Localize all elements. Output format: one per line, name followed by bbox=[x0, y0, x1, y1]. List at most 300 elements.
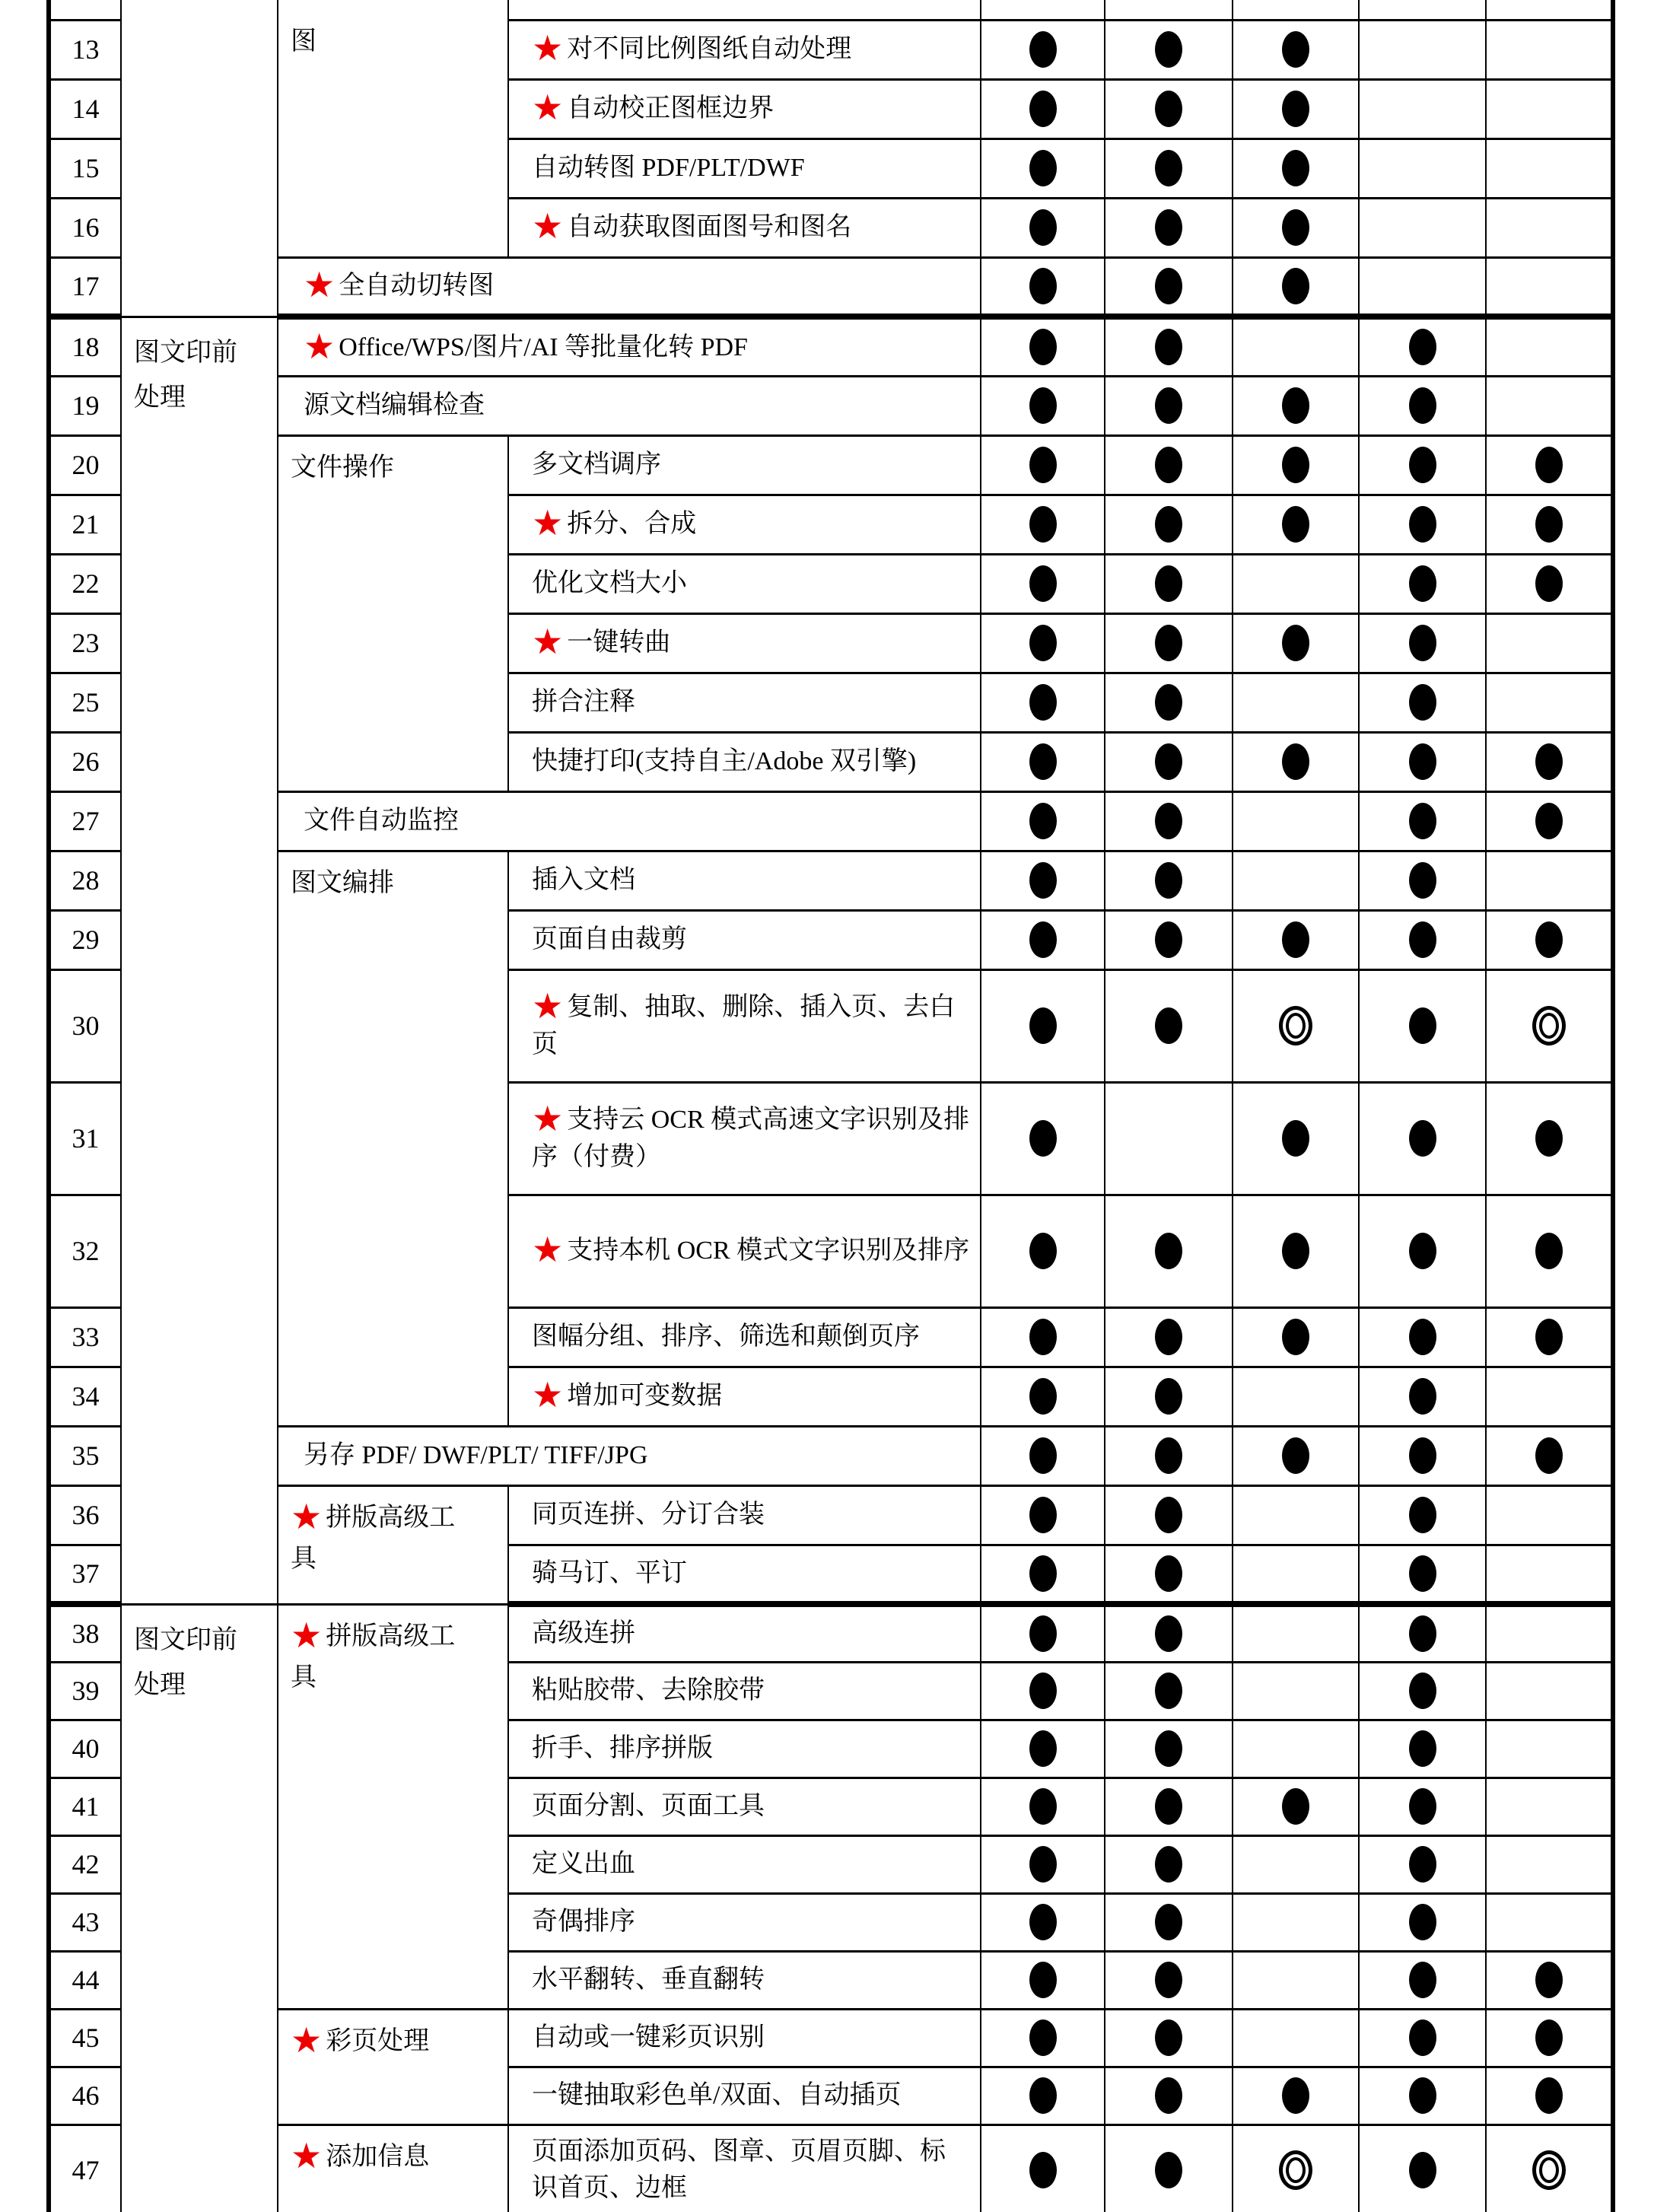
mark-cell bbox=[1233, 1426, 1359, 1485]
filled-dot-icon bbox=[1029, 1437, 1057, 1474]
filled-dot-icon bbox=[1409, 1319, 1436, 1355]
mark-cell bbox=[1359, 317, 1486, 376]
feature-label: 自动转图 PDF/PLT/DWF bbox=[532, 153, 805, 182]
filled-dot-icon bbox=[1029, 1730, 1057, 1767]
filled-dot-icon bbox=[1409, 1673, 1436, 1709]
mark-cell bbox=[981, 2009, 1105, 2067]
filled-dot-icon bbox=[1029, 684, 1057, 721]
row-number-cell: 36 bbox=[49, 1485, 121, 1545]
mark-cell bbox=[1486, 0, 1613, 20]
mark-cell bbox=[1359, 1662, 1486, 1720]
filled-dot-icon bbox=[1535, 565, 1563, 602]
category-cell bbox=[121, 0, 278, 20]
table-row bbox=[49, 1426, 1613, 1485]
double-circle-icon bbox=[1532, 2150, 1566, 2190]
feature-cell bbox=[508, 1367, 981, 1426]
feature-label: 快捷打印(支持自主/Adobe 双引擎) bbox=[532, 746, 917, 775]
subcategory-cell bbox=[278, 2009, 508, 2124]
filled-dot-icon bbox=[1282, 506, 1309, 543]
subcategory-cell bbox=[278, 20, 508, 257]
feature-comparison-table bbox=[46, 0, 1615, 2212]
filled-dot-icon bbox=[1155, 2077, 1182, 2114]
mark-cell bbox=[1105, 1662, 1233, 1720]
feature-cell bbox=[508, 198, 981, 257]
star-icon: ★ bbox=[304, 325, 336, 367]
filled-dot-icon bbox=[1029, 1673, 1057, 1709]
mark-cell bbox=[1359, 1951, 1486, 2009]
subcategory-label: 图文编排 bbox=[291, 868, 394, 897]
mark-cell bbox=[1233, 2067, 1359, 2124]
filled-dot-icon bbox=[1029, 862, 1057, 899]
feature-label: 文件自动监控 bbox=[304, 806, 459, 835]
row-number-cell: 39 bbox=[49, 1662, 121, 1720]
mark-cell bbox=[1105, 2009, 1233, 2067]
feature-label: 支持云 OCR 模式高速文字识别及排序（付费） bbox=[532, 1106, 970, 1171]
mark-cell bbox=[1359, 79, 1486, 138]
mark-cell bbox=[1105, 613, 1233, 673]
mark-cell bbox=[1105, 376, 1233, 435]
mark-cell bbox=[981, 376, 1105, 435]
feature-cell bbox=[508, 851, 981, 910]
subcategory-cell bbox=[278, 0, 508, 20]
mark-cell bbox=[1105, 1485, 1233, 1545]
feature-cell bbox=[508, 2124, 981, 2212]
mark-cell bbox=[1105, 435, 1233, 495]
filled-dot-icon bbox=[1155, 565, 1182, 602]
mark-cell bbox=[1359, 613, 1486, 673]
row-number-cell: 35 bbox=[49, 1426, 121, 1485]
row-number-cell: 32 bbox=[49, 1195, 121, 1307]
row-number-cell: 29 bbox=[49, 910, 121, 969]
filled-dot-icon bbox=[1409, 1555, 1436, 1592]
mark-cell bbox=[1105, 138, 1233, 198]
filled-dot-icon bbox=[1155, 150, 1182, 186]
filled-dot-icon bbox=[1029, 565, 1057, 602]
mark-cell bbox=[1105, 2067, 1233, 2124]
mark-cell bbox=[1105, 317, 1233, 376]
filled-dot-icon bbox=[1029, 2152, 1057, 2188]
filled-dot-icon bbox=[1155, 31, 1182, 68]
mark-cell bbox=[1359, 1195, 1486, 1307]
mark-cell bbox=[1486, 1485, 1613, 1545]
filled-dot-icon bbox=[1029, 1962, 1057, 1998]
star-icon: ★ bbox=[532, 502, 564, 544]
mark-cell bbox=[981, 79, 1105, 138]
filled-dot-icon bbox=[1535, 1437, 1563, 1474]
filled-dot-icon bbox=[1155, 387, 1182, 424]
star-icon: ★ bbox=[532, 1229, 564, 1271]
filled-dot-icon bbox=[1535, 803, 1563, 839]
filled-dot-icon bbox=[1409, 1962, 1436, 1998]
star-icon: ★ bbox=[291, 2019, 323, 2061]
mark-cell bbox=[981, 910, 1105, 969]
filled-dot-icon bbox=[1029, 1615, 1057, 1652]
mark-cell bbox=[1486, 969, 1613, 1082]
feature-label: 自动或一键彩页识别 bbox=[532, 2023, 765, 2051]
mark-cell bbox=[1233, 198, 1359, 257]
subcategory-cell bbox=[278, 1485, 508, 1604]
filled-dot-icon bbox=[1155, 1904, 1182, 1940]
feature-cell bbox=[508, 20, 981, 79]
filled-dot-icon bbox=[1029, 268, 1057, 304]
mark-cell bbox=[1233, 1835, 1359, 1893]
mark-cell bbox=[1233, 732, 1359, 791]
mark-cell bbox=[981, 1195, 1105, 1307]
filled-dot-icon bbox=[1155, 209, 1182, 246]
subcategory-cell bbox=[278, 851, 508, 1426]
star-icon: ★ bbox=[291, 1495, 323, 1537]
filled-dot-icon bbox=[1029, 150, 1057, 186]
mark-cell bbox=[981, 969, 1105, 1082]
mark-cell bbox=[981, 435, 1105, 495]
row-number-cell bbox=[49, 0, 121, 20]
filled-dot-icon bbox=[1155, 1846, 1182, 1883]
feature-cell bbox=[508, 495, 981, 554]
row-number-cell: 16 bbox=[49, 198, 121, 257]
row-number-cell: 25 bbox=[49, 673, 121, 732]
mark-cell bbox=[1233, 1367, 1359, 1426]
filled-dot-icon bbox=[1029, 1788, 1057, 1825]
mark-cell bbox=[1486, 1720, 1613, 1778]
mark-cell bbox=[1105, 1835, 1233, 1893]
mark-cell bbox=[1359, 1604, 1486, 1662]
filled-dot-icon bbox=[1155, 1730, 1182, 1767]
filled-dot-icon bbox=[1282, 1120, 1309, 1157]
feature-label: 一键抽取彩色单/双面、自动插页 bbox=[532, 2080, 902, 2109]
mark-cell bbox=[1105, 1893, 1233, 1951]
mark-cell bbox=[1359, 1307, 1486, 1367]
filled-dot-icon bbox=[1155, 1378, 1182, 1415]
mark-cell bbox=[1105, 1082, 1233, 1195]
mark-cell bbox=[1105, 1604, 1233, 1662]
filled-dot-icon bbox=[1155, 1555, 1182, 1592]
mark-cell bbox=[981, 1720, 1105, 1778]
mark-cell bbox=[1233, 1720, 1359, 1778]
mark-cell bbox=[1233, 79, 1359, 138]
filled-dot-icon bbox=[1029, 1904, 1057, 1940]
filled-dot-icon bbox=[1029, 329, 1057, 365]
mark-cell bbox=[1105, 1720, 1233, 1778]
mark-cell bbox=[1486, 79, 1613, 138]
mark-cell bbox=[1359, 791, 1486, 851]
star-icon: ★ bbox=[532, 27, 564, 69]
mark-cell bbox=[1486, 1082, 1613, 1195]
mark-cell bbox=[1105, 1951, 1233, 2009]
filled-dot-icon bbox=[1409, 387, 1436, 424]
mark-cell bbox=[1486, 613, 1613, 673]
mark-cell bbox=[1233, 2009, 1359, 2067]
feature-cell bbox=[508, 1604, 981, 1662]
mark-cell bbox=[1486, 2009, 1613, 2067]
mark-cell bbox=[1486, 1604, 1613, 1662]
mark-cell bbox=[981, 317, 1105, 376]
mark-cell bbox=[981, 1082, 1105, 1195]
mark-cell bbox=[1359, 1545, 1486, 1604]
category-label: 图文印前处理 bbox=[134, 338, 237, 412]
row-number-cell: 23 bbox=[49, 613, 121, 673]
row-number-cell: 27 bbox=[49, 791, 121, 851]
mark-cell bbox=[1486, 2067, 1613, 2124]
mark-cell bbox=[981, 198, 1105, 257]
filled-dot-icon bbox=[1029, 803, 1057, 839]
feature-label: 页面添加页码、图章、页眉页脚、标识首页、边框 bbox=[532, 2137, 946, 2202]
mark-cell bbox=[981, 791, 1105, 851]
feature-label: 页面自由裁剪 bbox=[532, 925, 687, 953]
filled-dot-icon bbox=[1282, 1319, 1309, 1355]
row-number-cell: 28 bbox=[49, 851, 121, 910]
feature-cell bbox=[508, 1082, 981, 1195]
subcategory-label: 拼版高级工具 bbox=[291, 1622, 456, 1692]
mark-cell bbox=[1233, 910, 1359, 969]
filled-dot-icon bbox=[1535, 2077, 1563, 2114]
filled-dot-icon bbox=[1409, 625, 1436, 661]
mark-cell bbox=[1486, 910, 1613, 969]
mark-cell bbox=[1233, 435, 1359, 495]
mark-cell bbox=[1486, 1835, 1613, 1893]
feature-label: 定义出血 bbox=[532, 1849, 635, 1878]
mark-cell bbox=[981, 851, 1105, 910]
filled-dot-icon bbox=[1155, 862, 1182, 899]
filled-dot-icon bbox=[1155, 329, 1182, 365]
feature-cell bbox=[508, 1485, 981, 1545]
filled-dot-icon bbox=[1155, 1962, 1182, 1998]
filled-dot-icon bbox=[1409, 1437, 1436, 1474]
mark-cell bbox=[1359, 2124, 1486, 2212]
filled-dot-icon bbox=[1029, 1319, 1057, 1355]
feature-cell bbox=[508, 910, 981, 969]
mark-cell bbox=[1233, 495, 1359, 554]
mark-cell bbox=[1359, 138, 1486, 198]
mark-cell bbox=[981, 613, 1105, 673]
feature-cell bbox=[508, 613, 981, 673]
mark-cell bbox=[1233, 673, 1359, 732]
row-number-cell: 31 bbox=[49, 1082, 121, 1195]
subcategory-label: 彩页处理 bbox=[326, 2026, 430, 2055]
mark-cell bbox=[1359, 257, 1486, 317]
feature-cell bbox=[278, 1426, 981, 1485]
mark-cell bbox=[1233, 1778, 1359, 1835]
filled-dot-icon bbox=[1535, 1319, 1563, 1355]
double-circle-icon bbox=[1279, 2150, 1312, 2190]
filled-dot-icon bbox=[1155, 268, 1182, 304]
filled-dot-icon bbox=[1155, 2152, 1182, 2188]
filled-dot-icon bbox=[1409, 1788, 1436, 1825]
filled-dot-icon bbox=[1282, 447, 1309, 483]
feature-cell bbox=[508, 1662, 981, 1720]
filled-dot-icon bbox=[1282, 150, 1309, 186]
feature-cell bbox=[278, 376, 981, 435]
mark-cell bbox=[1359, 673, 1486, 732]
filled-dot-icon bbox=[1409, 329, 1436, 365]
mark-cell bbox=[1105, 79, 1233, 138]
filled-dot-icon bbox=[1155, 1437, 1182, 1474]
feature-cell bbox=[508, 1835, 981, 1893]
feature-label: Office/WPS/图片/AI 等批量化转 PDF bbox=[339, 333, 748, 361]
table-row bbox=[49, 257, 1613, 317]
row-number-cell: 40 bbox=[49, 1720, 121, 1778]
mark-cell bbox=[1105, 0, 1233, 20]
filled-dot-icon bbox=[1029, 1555, 1057, 1592]
mark-cell bbox=[1486, 1893, 1613, 1951]
filled-dot-icon bbox=[1409, 1233, 1436, 1269]
filled-dot-icon bbox=[1029, 1120, 1057, 1157]
mark-cell bbox=[1105, 732, 1233, 791]
mark-cell bbox=[1486, 435, 1613, 495]
feature-label: 源文档编辑检查 bbox=[304, 390, 485, 419]
mark-cell bbox=[1486, 376, 1613, 435]
row-number-cell: 18 bbox=[49, 317, 121, 376]
mark-cell bbox=[1233, 1307, 1359, 1367]
mark-cell bbox=[1486, 198, 1613, 257]
filled-dot-icon bbox=[1029, 209, 1057, 246]
filled-dot-icon bbox=[1535, 1962, 1563, 1998]
feature-cell bbox=[278, 257, 981, 317]
filled-dot-icon bbox=[1535, 447, 1563, 483]
filled-dot-icon bbox=[1029, 31, 1057, 68]
feature-label: 高级连拼 bbox=[532, 1619, 635, 1648]
mark-cell bbox=[981, 673, 1105, 732]
table-row bbox=[49, 851, 1613, 910]
mark-cell bbox=[1105, 198, 1233, 257]
filled-dot-icon bbox=[1155, 1673, 1182, 1709]
mark-cell bbox=[1105, 791, 1233, 851]
row-number-cell: 47 bbox=[49, 2124, 121, 2212]
mark-cell bbox=[1359, 1367, 1486, 1426]
filled-dot-icon bbox=[1409, 1378, 1436, 1415]
table-row bbox=[49, 317, 1613, 376]
feature-label: 水平翻转、垂直翻转 bbox=[532, 1965, 765, 1994]
mark-cell bbox=[1359, 1835, 1486, 1893]
filled-dot-icon bbox=[1282, 921, 1309, 958]
filled-dot-icon bbox=[1409, 565, 1436, 602]
mark-cell bbox=[1233, 1893, 1359, 1951]
mark-cell bbox=[1359, 1778, 1486, 1835]
filled-dot-icon bbox=[1029, 506, 1057, 543]
filled-dot-icon bbox=[1409, 1730, 1436, 1767]
filled-dot-icon bbox=[1155, 1615, 1182, 1652]
filled-dot-icon bbox=[1155, 803, 1182, 839]
cut-off-row bbox=[49, 0, 1613, 20]
mark-cell bbox=[1233, 1662, 1359, 1720]
row-number-cell: 44 bbox=[49, 1951, 121, 2009]
mark-cell bbox=[981, 138, 1105, 198]
filled-dot-icon bbox=[1155, 1007, 1182, 1044]
row-number-cell: 45 bbox=[49, 2009, 121, 2067]
feature-label: 页面分割、页面工具 bbox=[532, 1791, 765, 1820]
mark-cell bbox=[1233, 791, 1359, 851]
row-number-cell: 13 bbox=[49, 20, 121, 79]
double-circle-icon bbox=[1279, 1006, 1312, 1046]
row-number-cell: 33 bbox=[49, 1307, 121, 1367]
feature-cell bbox=[508, 79, 981, 138]
table-row bbox=[49, 20, 1613, 79]
star-icon: ★ bbox=[304, 264, 336, 306]
filled-dot-icon bbox=[1155, 684, 1182, 721]
filled-dot-icon bbox=[1282, 625, 1309, 661]
feature-label: 支持本机 OCR 模式文字识别及排序 bbox=[567, 1236, 970, 1265]
filled-dot-icon bbox=[1155, 743, 1182, 780]
filled-dot-icon bbox=[1155, 2019, 1182, 2056]
feature-label: 拼合注释 bbox=[532, 687, 635, 716]
mark-cell bbox=[1233, 2124, 1359, 2212]
star-icon: ★ bbox=[532, 985, 564, 1027]
row-number-cell: 22 bbox=[49, 554, 121, 613]
filled-dot-icon bbox=[1155, 1788, 1182, 1825]
mark-cell bbox=[1233, 554, 1359, 613]
mark-cell bbox=[1105, 495, 1233, 554]
filled-dot-icon bbox=[1029, 921, 1057, 958]
filled-dot-icon bbox=[1282, 1233, 1309, 1269]
mark-cell bbox=[1105, 1778, 1233, 1835]
mark-cell bbox=[1486, 1367, 1613, 1426]
mark-cell bbox=[1233, 1195, 1359, 1307]
feature-cell bbox=[508, 554, 981, 613]
mark-cell bbox=[1486, 1778, 1613, 1835]
feature-label: 多文档调序 bbox=[532, 450, 661, 479]
mark-cell bbox=[1105, 2124, 1233, 2212]
mark-cell bbox=[1105, 1307, 1233, 1367]
feature-label: 复制、抽取、删除、插入页、去白页 bbox=[532, 993, 956, 1058]
row-number-cell: 38 bbox=[49, 1604, 121, 1662]
mark-cell bbox=[1233, 1545, 1359, 1604]
filled-dot-icon bbox=[1029, 1007, 1057, 1044]
mark-cell bbox=[1486, 1951, 1613, 2009]
mark-cell bbox=[981, 1662, 1105, 1720]
filled-dot-icon bbox=[1282, 387, 1309, 424]
filled-dot-icon bbox=[1409, 803, 1436, 839]
mark-cell bbox=[981, 1545, 1105, 1604]
feature-cell bbox=[278, 791, 981, 851]
feature-cell bbox=[508, 1951, 981, 2009]
mark-cell bbox=[1486, 2124, 1613, 2212]
mark-cell bbox=[1359, 969, 1486, 1082]
mark-cell bbox=[1359, 1082, 1486, 1195]
star-icon: ★ bbox=[291, 2134, 323, 2176]
table-row bbox=[49, 435, 1613, 495]
subcategory-cell bbox=[278, 2124, 508, 2212]
mark-cell bbox=[1105, 20, 1233, 79]
table-body bbox=[49, 0, 1613, 2212]
table-row bbox=[49, 791, 1613, 851]
filled-dot-icon bbox=[1409, 2019, 1436, 2056]
mark-cell bbox=[1105, 969, 1233, 1082]
filled-dot-icon bbox=[1409, 447, 1436, 483]
mark-cell bbox=[981, 1307, 1105, 1367]
mark-cell bbox=[981, 1367, 1105, 1426]
filled-dot-icon bbox=[1409, 506, 1436, 543]
filled-dot-icon bbox=[1409, 1904, 1436, 1940]
mark-cell bbox=[1486, 851, 1613, 910]
mark-cell bbox=[1359, 1720, 1486, 1778]
filled-dot-icon bbox=[1029, 1233, 1057, 1269]
mark-cell bbox=[981, 1426, 1105, 1485]
feature-label: 全自动切转图 bbox=[339, 272, 495, 301]
filled-dot-icon bbox=[1409, 2077, 1436, 2114]
mark-cell bbox=[1233, 1951, 1359, 2009]
feature-label: 优化文档大小 bbox=[532, 568, 687, 597]
mark-cell bbox=[1233, 851, 1359, 910]
row-number-cell: 43 bbox=[49, 1893, 121, 1951]
category-cell bbox=[121, 317, 278, 1604]
filled-dot-icon bbox=[1155, 1233, 1182, 1269]
mark-cell bbox=[1486, 495, 1613, 554]
mark-cell bbox=[1359, 2009, 1486, 2067]
mark-cell bbox=[1359, 495, 1486, 554]
filled-dot-icon bbox=[1155, 506, 1182, 543]
mark-cell bbox=[1233, 376, 1359, 435]
feature-label: 奇偶排序 bbox=[532, 1907, 635, 1936]
mark-cell bbox=[981, 1835, 1105, 1893]
